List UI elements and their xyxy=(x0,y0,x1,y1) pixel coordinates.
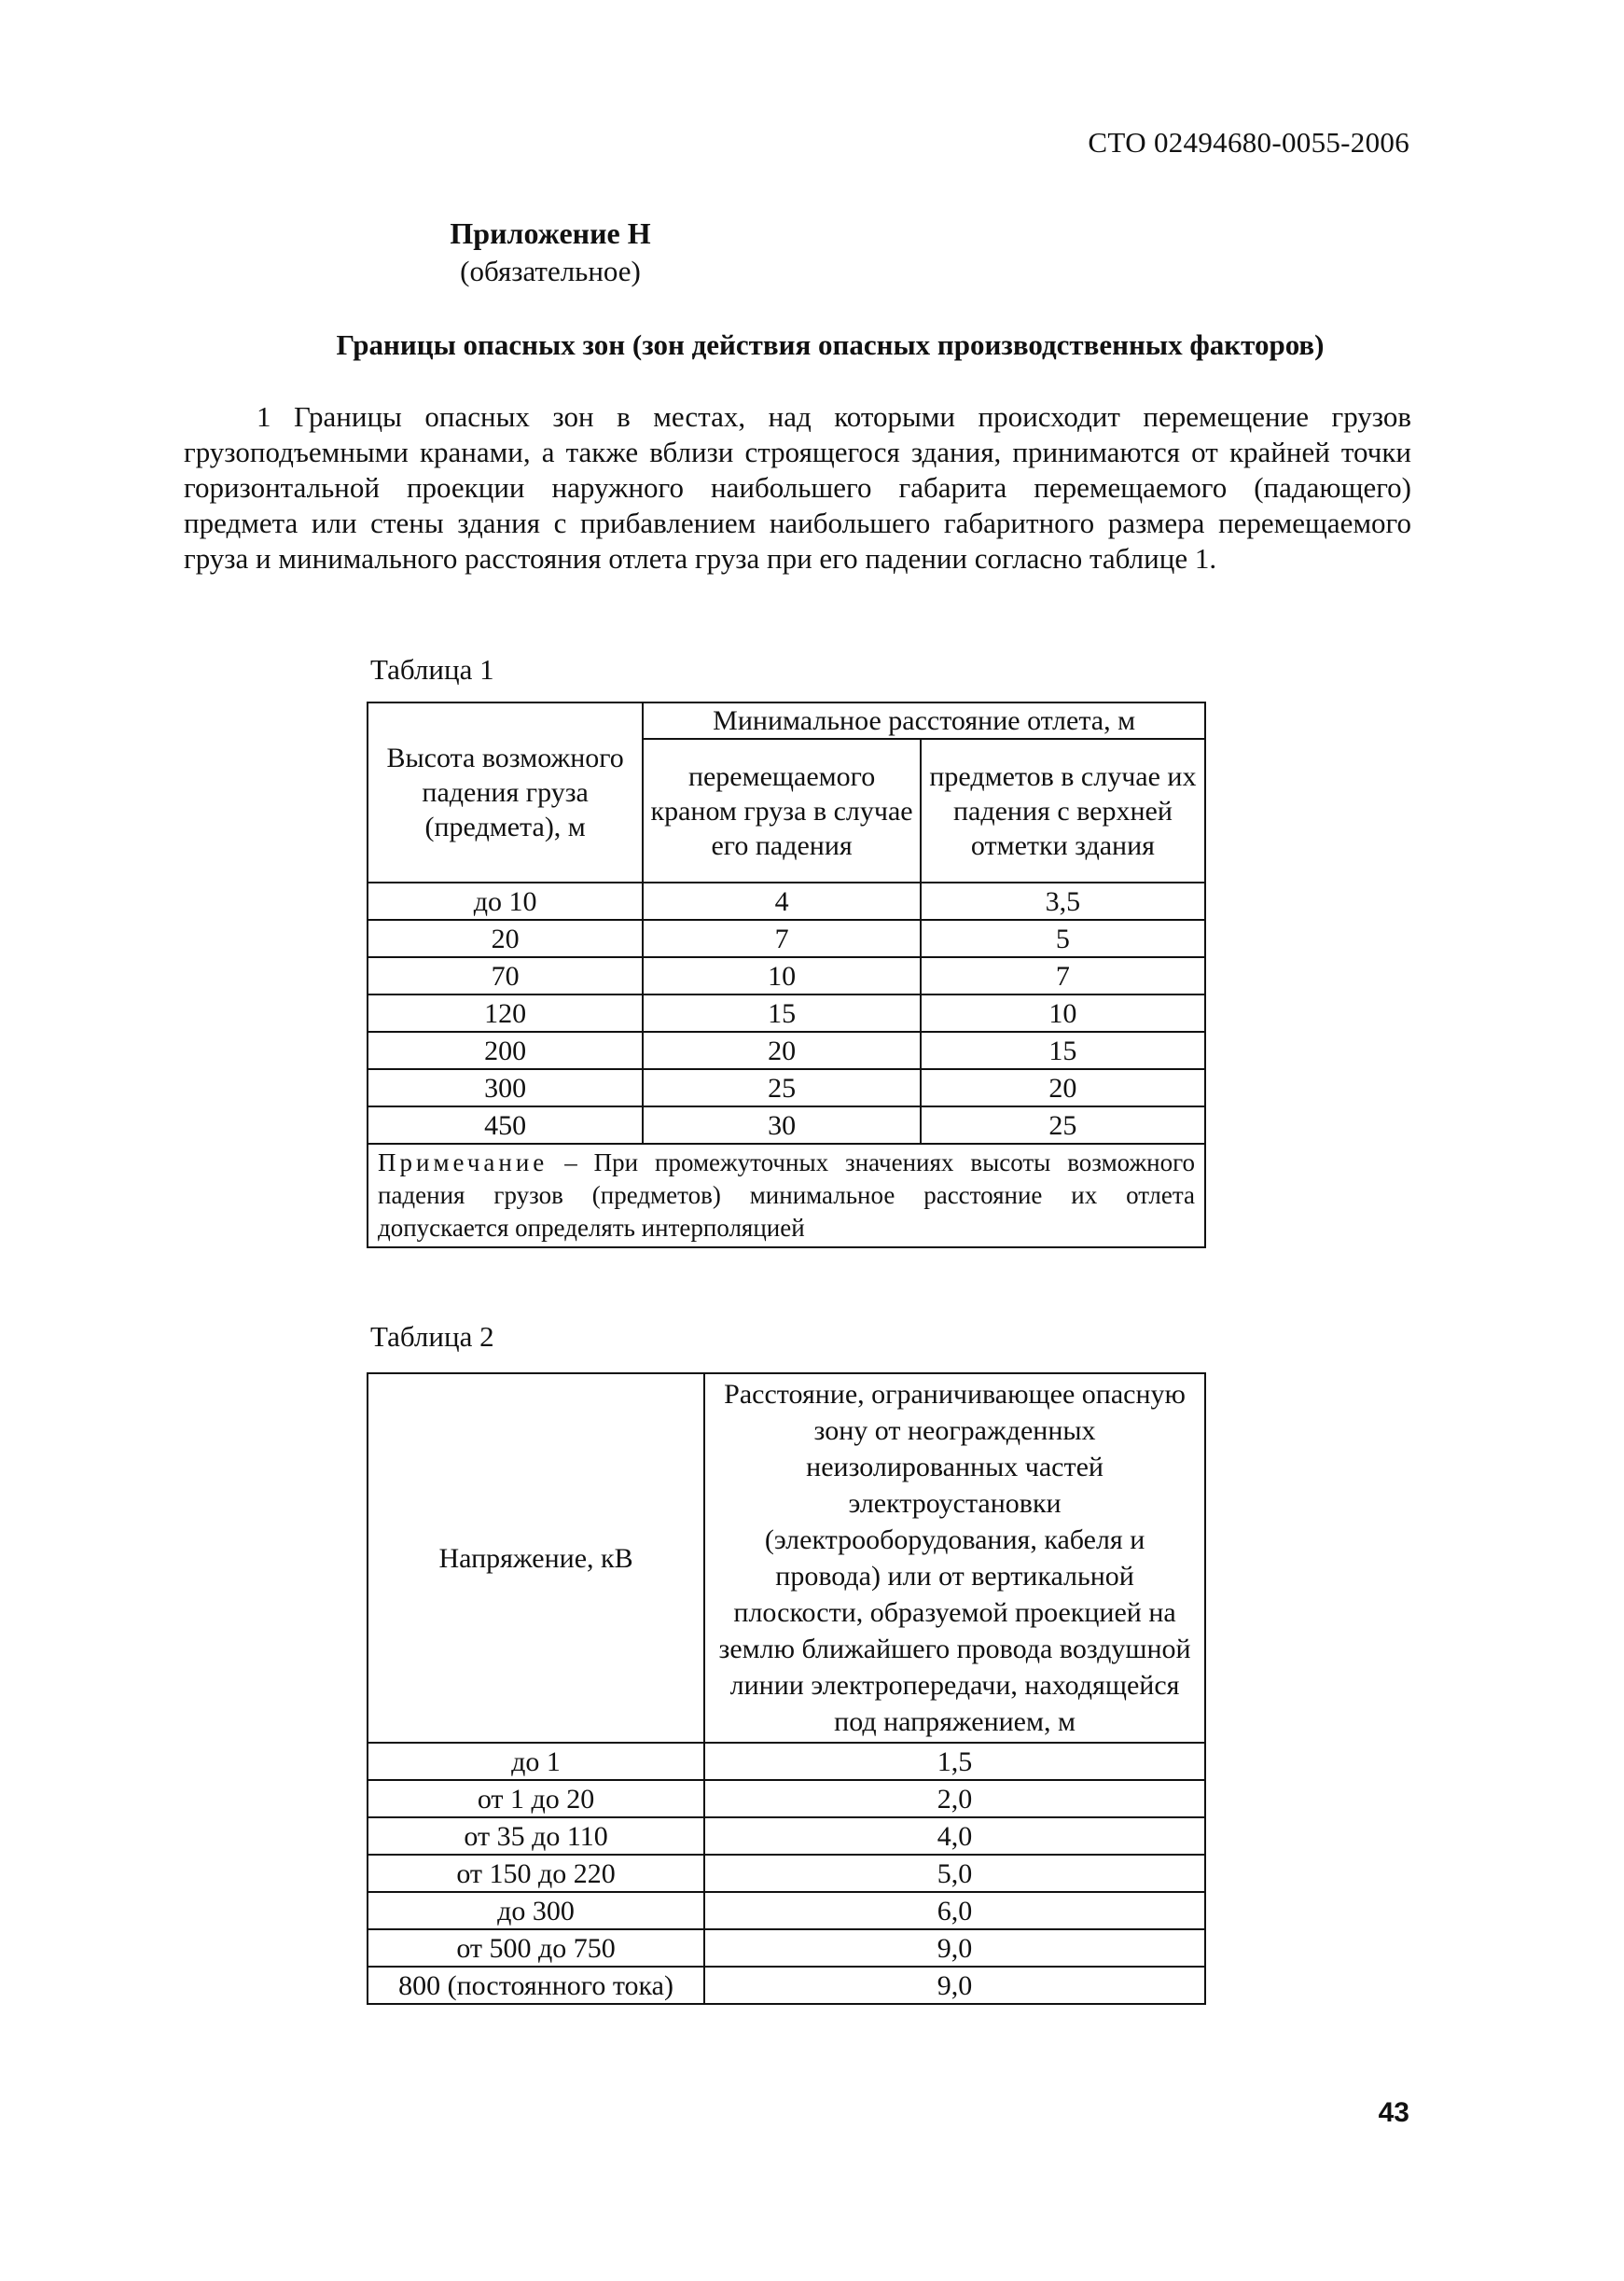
table1-cell: 300 xyxy=(368,1069,643,1106)
table2-header-distance: Расстояние, ограничивающее опасную зону от неогражденных неизолированных частей электроустановки (электрооборудования, кабеля и провода) или от вертикальной плоскости, образуемой проекцией на землю ближайшего провода воздушной линии электропередачи, находящейся под напряжением, м xyxy=(704,1373,1205,1743)
table1-caption: Таблица 1 xyxy=(370,653,494,686)
table2-row xyxy=(368,1780,1205,1817)
table1-row xyxy=(368,1069,1205,1106)
table1-row xyxy=(368,994,1205,1032)
document-code: СТО 02494680-0055-2006 xyxy=(1088,126,1409,159)
table1-cell: до 10 xyxy=(368,883,643,920)
table2-cell: 6,0 xyxy=(704,1892,1205,1929)
table2-row xyxy=(368,1743,1205,1780)
table1-cell: 7 xyxy=(921,957,1205,994)
table1-note-label: Примечание xyxy=(378,1148,548,1176)
table1-cell: 450 xyxy=(368,1106,643,1144)
table1-cell: 15 xyxy=(643,994,921,1032)
table1-cell: 200 xyxy=(368,1032,643,1069)
table1-cell: 20 xyxy=(643,1032,921,1069)
table1-row xyxy=(368,1032,1205,1069)
table2-cell: 9,0 xyxy=(704,1929,1205,1967)
page-number: 43 xyxy=(1378,2097,1409,2128)
table1-cell: 120 xyxy=(368,994,643,1032)
table2-caption: Таблица 2 xyxy=(370,1320,494,1353)
table1-header-height: Высота возможного падения груза (предмета), м xyxy=(368,702,643,883)
appendix-status: (обязательное) xyxy=(460,255,641,287)
table1-cell: 20 xyxy=(921,1069,1205,1106)
table2-row xyxy=(368,1855,1205,1892)
table1-cell: 7 xyxy=(643,920,921,957)
table1-cell: 10 xyxy=(643,957,921,994)
table1-cell: 25 xyxy=(643,1069,921,1106)
table2-cell: 5,0 xyxy=(704,1855,1205,1892)
table1-header-group: Минимальное расстояние отлета, м xyxy=(643,702,1205,739)
table1-cell: 70 xyxy=(368,957,643,994)
table2-row xyxy=(368,1817,1205,1855)
table1-row xyxy=(368,920,1205,957)
table2-cell: до 1 xyxy=(368,1743,704,1780)
table1-cell: 10 xyxy=(921,994,1205,1032)
table2 xyxy=(367,1372,1206,2005)
paragraph-1 xyxy=(184,399,1411,577)
table2-cell: 1,5 xyxy=(704,1743,1205,1780)
table1-row xyxy=(368,883,1205,920)
appendix-title: Приложение Н xyxy=(450,216,651,250)
table1 xyxy=(367,702,1206,1248)
table2-row xyxy=(368,1967,1205,2004)
table2-row xyxy=(368,1892,1205,1929)
table2-cell: от 500 до 750 xyxy=(368,1929,704,1967)
table1-note xyxy=(368,1144,1205,1247)
table2-cell: 4,0 xyxy=(704,1817,1205,1855)
table1-cell: 5 xyxy=(921,920,1205,957)
table2-cell: от 1 до 20 xyxy=(368,1780,704,1817)
table1-cell: 30 xyxy=(643,1106,921,1144)
table1-cell: 15 xyxy=(921,1032,1205,1069)
table1-cell: 25 xyxy=(921,1106,1205,1144)
table1-cell: 20 xyxy=(368,920,643,957)
table1-header-crane: перемещаемого краном груза в случае его падения xyxy=(643,739,921,883)
paragraph-number: 1 xyxy=(257,400,271,433)
table1-cell: 4 xyxy=(643,883,921,920)
table2-cell: 9,0 xyxy=(704,1967,1205,2004)
table2-cell: от 150 до 220 xyxy=(368,1855,704,1892)
paragraph-text: Границы опасных зон в местах, над которыми происходит перемещение грузов грузоподъемными кранами, а также вблизи строящегося здания, принимаются от крайней точки горизонтальной проекции наружного наибольшего габарита перемещаемого (падающего) предмета или стены здания с прибавлением наибольшего габаритного размера перемещаемого груза и минимального расстояния отлета груза при его падении согласно таблице 1. xyxy=(184,400,1412,575)
table2-row xyxy=(368,1929,1205,1967)
table2-cell: от 35 до 110 xyxy=(368,1817,704,1855)
section-heading: Границы опасных зон (зон действия опасных производственных факторов) xyxy=(336,328,1325,361)
table2-cell: 800 (постоянного тока) xyxy=(368,1967,704,2004)
table2-cell: 2,0 xyxy=(704,1780,1205,1817)
table1-note-text: – При промежуточных значениях высоты возможного падения грузов (предметов) минимальное расстояние их отлета допускается определять интерполяцией xyxy=(378,1148,1195,1242)
table1-row xyxy=(368,1106,1205,1144)
table2-header-voltage: Напряжение, кВ xyxy=(368,1373,704,1743)
table1-cell: 3,5 xyxy=(921,883,1205,920)
table1-row xyxy=(368,957,1205,994)
table1-header-building: предметов в случае их падения с верхней отметки здания xyxy=(921,739,1205,883)
table2-cell: до 300 xyxy=(368,1892,704,1929)
